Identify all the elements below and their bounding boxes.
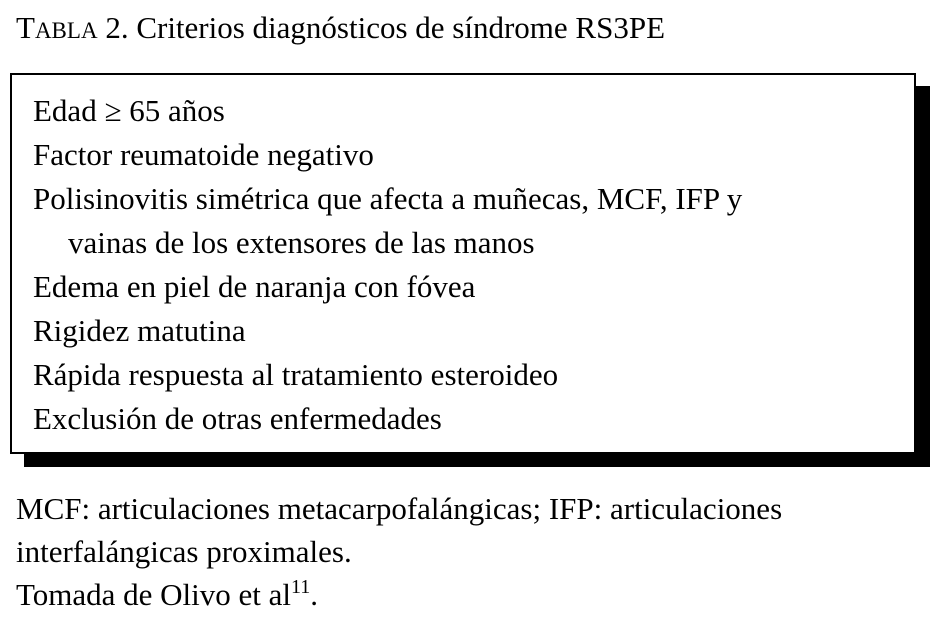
footnote-source (16, 573, 782, 621)
caption-number: 2. (105, 10, 129, 45)
caption-title: Criterios diagnósticos de síndrome RS3PE (136, 10, 666, 45)
table-footnote (16, 487, 782, 621)
criterion-pitting-edema: Edema en piel de naranja con fóvea (33, 269, 476, 304)
footnote-abbreviations-line1: MCF: articulaciones metacarpofalángicas; IFP: articulaciones (16, 491, 783, 526)
criteria-list (33, 89, 904, 441)
footnote-source-text: Tomada de Olivo et al (16, 577, 292, 612)
criterion-steroid-response: Rápida respuesta al tratamiento esteroideo (33, 357, 559, 392)
criterion-polysynovitis: Polisinovitis simétrica que afecta a muñecas, MCF, IFP y (33, 181, 743, 216)
criterion-rheumatoid-factor: Factor reumatoide negativo (33, 137, 374, 172)
table-caption (16, 8, 665, 51)
footnote-source-end: . (310, 577, 319, 612)
caption-label-initial: T (16, 10, 35, 45)
criterion-age: Edad ≥ 65 años (33, 93, 225, 128)
caption-label-smallcaps: ABLA (34, 18, 98, 43)
footnote-reference-number: 11 (291, 576, 311, 598)
criterion-morning-stiffness: Rigidez matutina (33, 313, 246, 348)
footnote-abbreviations-line2: interfalángicas proximales. (16, 534, 352, 569)
criterion-exclusion: Exclusión de otras enfermedades (33, 401, 442, 436)
criterion-polysynovitis-continued: vainas de los extensores de las manos (68, 225, 535, 260)
criteria-table (10, 73, 916, 454)
